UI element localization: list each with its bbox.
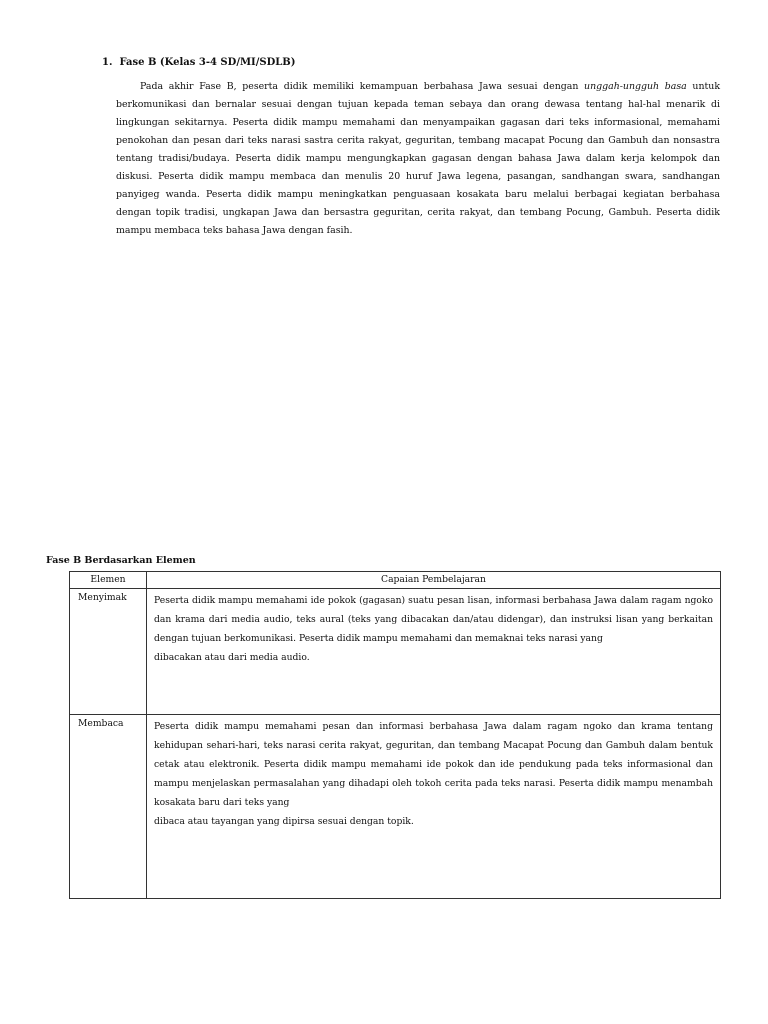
outcome-tail: dibaca atau tayangan yang dipirsa sesuai dengan topik. — [154, 816, 414, 827]
outcome-tail: dibacakan atau dari media audio. — [154, 652, 310, 663]
section-heading — [102, 57, 295, 68]
element-cell: Menyimak — [70, 589, 147, 715]
outcome-text: Peserta didik mampu memahami ide pokok (gagasan) suatu pesan lisan, informasi berbahasa Jawa dalam ragam ngoko dan krama dari media audio, teks aural (teks yang dibacakan dan/atau didengar), dan instruksi lisan yang berkaitan dengan tujuan berkomunikasi. Peserta didik mampu memahami dan memaknai teks narasi yang — [154, 595, 713, 644]
outcome-text: Peserta didik mampu memahami pesan dan informasi berbahasa Jawa dalam ragam ngoko dan krama tentang kehidupan sehari-hari, teks narasi cerita rakyat, geguritan, dan tembang Macapat Pocung dan Gambuh dalam bentuk cetak atau elektronik. Peserta didik mampu memahami ide pokok dan ide pendukung pada teks informasional dan mampu menjelaskan permasalahan yang dihadapi oleh tokoh cerita pada teks narasi. Peserta didik mampu menambah kosakata baru dari teks yang — [154, 721, 713, 808]
heading-number: 1. — [102, 57, 113, 68]
header-elemen: Elemen — [70, 572, 147, 589]
element-cell: Membaca — [70, 715, 147, 899]
table-section-title: Fase B Berdasarkan Elemen — [46, 555, 196, 566]
intro-text-part1: Pada akhir Fase B, peserta didik memiliki kemampuan berbahasa Jawa sesuai dengan — [140, 81, 585, 92]
table-row — [70, 589, 721, 715]
outcome-cell — [147, 715, 721, 899]
intro-text-part2: untuk berkomunikasi dan bernalar sesuai dengan tujuan kepada teman sebaya dan orang dewasa tentang hal-hal menarik di lingkungan sekitarnya. Peserta didik mampu memahami dan menyampaikan gagasan dari teks informasional, memahami penokohan dan pesan dari teks narasi sastra cerita rakyat, geguritan, tembang macapat Pocung dan Gambuh dan nonsastra tentang tradisi/budaya. Peserta didik mampu mengungkapkan gagasan dengan bahasa Jawa dalam kerja kelompok dan diskusi. Peserta didik mampu membaca dan menulis 20 huruf Jawa legena, pasangan, sandhangan swara, sandhangan panyigeg wanda. Peserta didik mampu meningkatkan penguasaan kosakata baru melalui berbagai kegiatan berbahasa dengan topik tradisi, ungkapan Jawa dan bersastra geguritan, cerita rakyat, dan tembang Pocung, Gambuh. Peserta didik mampu membaca teks bahasa Jawa dengan fasih. — [116, 81, 720, 236]
table-header-row — [70, 572, 721, 589]
learning-outcomes-table — [69, 571, 721, 899]
outcome-cell — [147, 589, 721, 715]
intro-paragraph — [116, 78, 720, 240]
table-row — [70, 715, 721, 899]
heading-title: Fase B (Kelas 3-4 SD/MI/SDLB) — [119, 57, 296, 68]
intro-italic-term: unggah-ungguh basa — [584, 81, 687, 92]
header-capaian: Capaian Pembelajaran — [147, 572, 721, 589]
